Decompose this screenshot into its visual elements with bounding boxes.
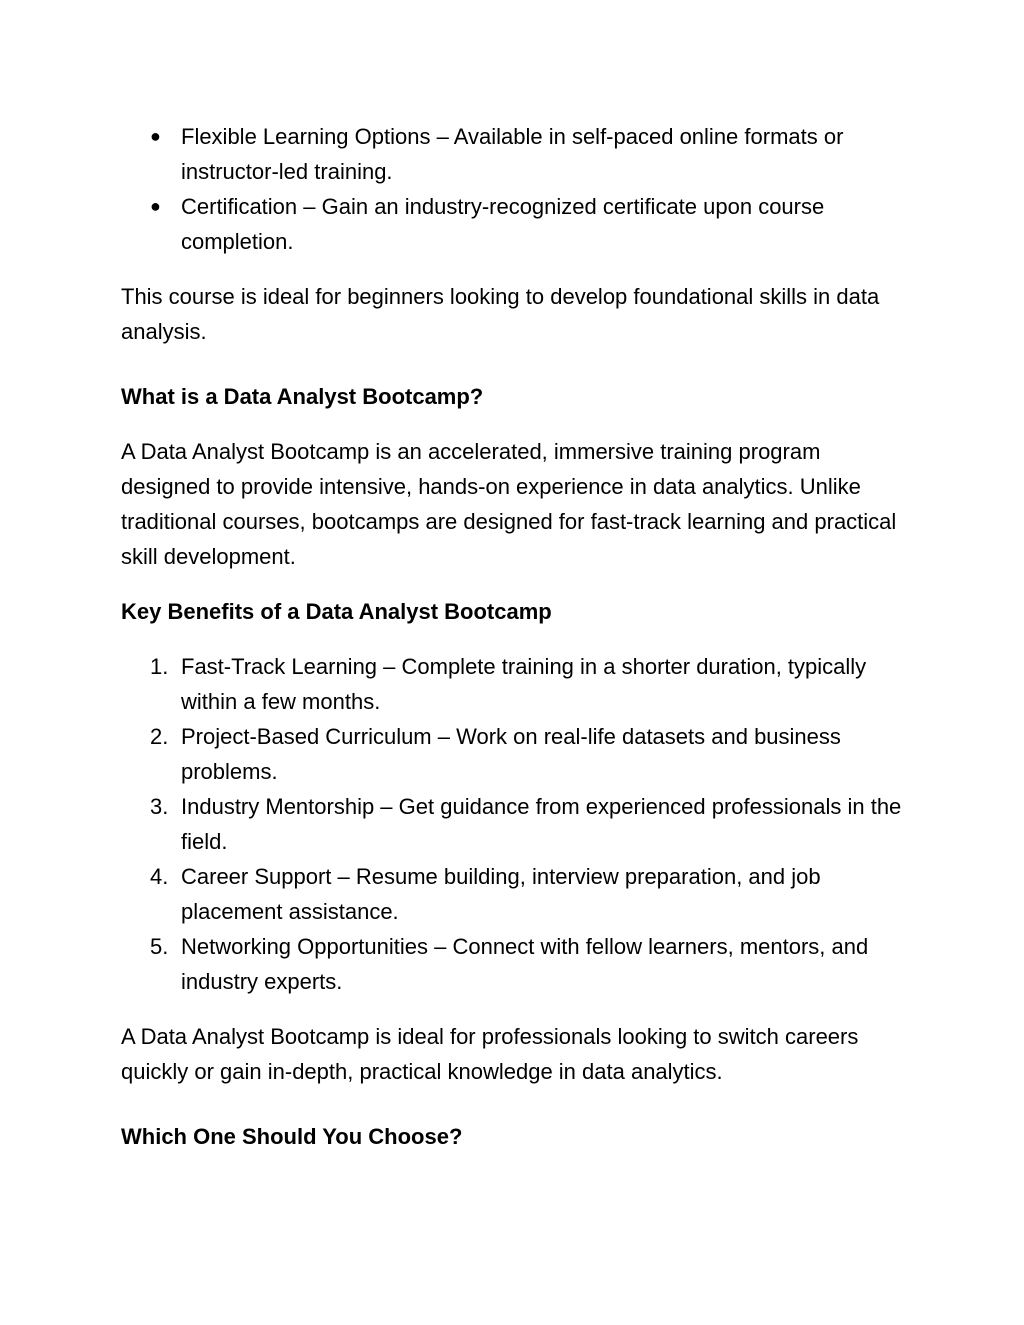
- list-item-text: Networking Opportunities – Connect with fellow learners, mentors, and industry experts.: [181, 934, 869, 994]
- list-item-text: Flexible Learning Options – Available in self-paced online formats or instructor-led training.: [181, 124, 844, 184]
- course-ideal-paragraph: This course is ideal for beginners looking to develop foundational skills in data analysis.: [121, 284, 880, 344]
- list-number: 4.: [150, 864, 169, 889]
- bootcamp-heading: What is a Data Analyst Bootcamp?: [121, 384, 484, 409]
- list-item: [121, 119, 911, 189]
- list-item-text: Career Support – Resume building, interview preparation, and job placement assistance.: [181, 864, 821, 924]
- list-item-text: Project-Based Curriculum – Work on real-life datasets and business problems.: [181, 724, 841, 784]
- bullet-icon: ●: [150, 126, 161, 146]
- choose-heading: Which One Should You Choose?: [121, 1124, 463, 1149]
- list-item: [121, 189, 911, 259]
- document-body: [121, 119, 911, 1154]
- list-item-text: Fast-Track Learning – Complete training in a shorter duration, typically within a few months.: [181, 654, 867, 714]
- bootcamp-ideal-paragraph: A Data Analyst Bootcamp is ideal for professionals looking to switch careers quickly or gain in-depth, practical knowledge in data analytics.: [121, 1024, 859, 1084]
- list-item: [121, 929, 911, 999]
- bootcamp-paragraph: A Data Analyst Bootcamp is an accelerated, immersive training program designed to provide intensive, hands-on experience in data analytics. Unlike traditional courses, bootcamps are designed for fast-track learning and practical skill development.: [121, 439, 897, 569]
- benefits-numbered-list: [121, 649, 911, 999]
- list-item: [121, 789, 911, 859]
- list-item-text: Industry Mentorship – Get guidance from experienced professionals in the field.: [181, 794, 902, 854]
- list-item: [121, 649, 911, 719]
- feature-bullet-list: [121, 119, 911, 259]
- bullet-icon: ●: [150, 196, 161, 216]
- list-number: 5.: [150, 934, 169, 959]
- list-number: 2.: [150, 724, 169, 749]
- list-item: [121, 719, 911, 789]
- list-number: 1.: [150, 654, 169, 679]
- list-item-text: Certification – Gain an industry-recognized certificate upon course completion.: [181, 194, 825, 254]
- list-number: 3.: [150, 794, 169, 819]
- benefits-heading: Key Benefits of a Data Analyst Bootcamp: [121, 599, 552, 624]
- list-item: [121, 859, 911, 929]
